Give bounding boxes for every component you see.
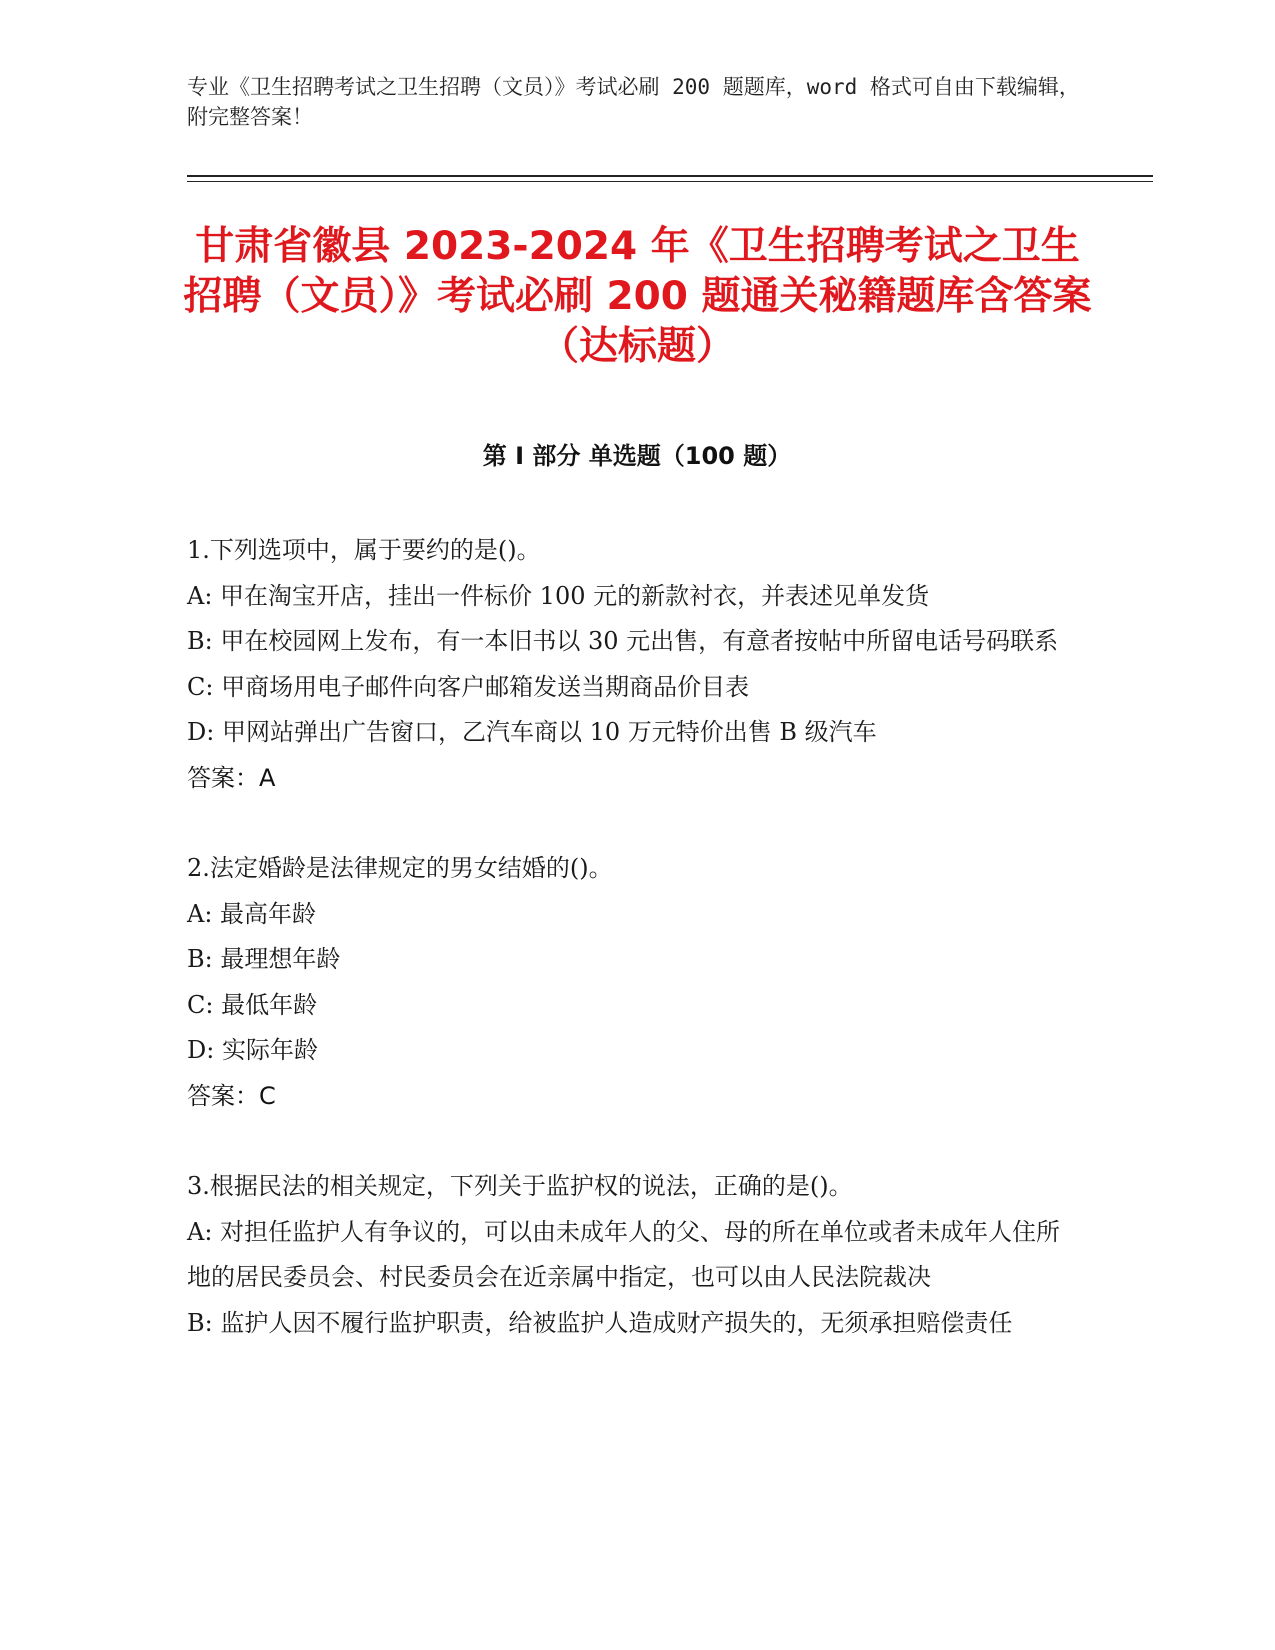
option-a: A: 最高年龄	[187, 899, 317, 928]
option-a: A: 甲在淘宝开店，挂出一件标价 100 元的新款衬衣，并表述见单发货	[187, 581, 930, 610]
question-1	[187, 528, 1067, 801]
section-heading: 第 I 部分 单选题（100 题）	[482, 442, 792, 470]
option-d: D: 甲网站弹出广告窗口，乙汽车商以 10 万元特价出售 B 级汽车	[187, 718, 877, 746]
question-list	[187, 528, 1067, 1391]
option-b: B: 甲在校园网上发布，有一本旧书以 30 元出售，有意者按帖中所留电话号码联系	[187, 627, 1059, 655]
question-stem: 3.根据民法的相关规定，下列关于监护权的说法，正确的是()。	[187, 1172, 853, 1200]
header-note: 专业《卫生招聘考试之卫生招聘（文员）》考试必刷 200 题题库，word 格式可自由下载编辑，附完整答案！	[187, 75, 1080, 129]
header-divider	[187, 175, 1153, 177]
question-stem: 1.下列选项中，属于要约的是()。	[187, 536, 541, 564]
document-title: 甘肃省徽县 2023-2024 年《卫生招聘考试之卫生招聘（文员）》考试必刷 200 题通关秘籍题库含答案（达标题）	[183, 224, 1092, 369]
option-b: B: 监护人因不履行监护职责，给被监护人造成财产损失的，无须承担赔偿责任	[187, 1308, 1013, 1337]
question-2	[187, 846, 1067, 1119]
question-3	[187, 1164, 1067, 1346]
option-a: A: 对担任监护人有争议的，可以由未成年人的父、母的所在单位或者未成年人住所地的居民委员会、村民委员会在近亲属中指定，也可以由人民法院裁决	[187, 1217, 1061, 1291]
option-d: D: 实际年龄	[187, 1036, 318, 1064]
option-c: C: 甲商场用电子邮件向客户邮箱发送当期商品价目表	[187, 672, 750, 701]
answer: 答案：C	[187, 1081, 276, 1110]
answer: 答案：A	[187, 763, 276, 792]
option-c: C: 最低年龄	[187, 990, 318, 1019]
option-b: B: 最理想年龄	[187, 945, 341, 973]
header-divider-thin	[187, 181, 1153, 182]
question-stem: 2.法定婚龄是法律规定的男女结婚的()。	[187, 854, 613, 882]
